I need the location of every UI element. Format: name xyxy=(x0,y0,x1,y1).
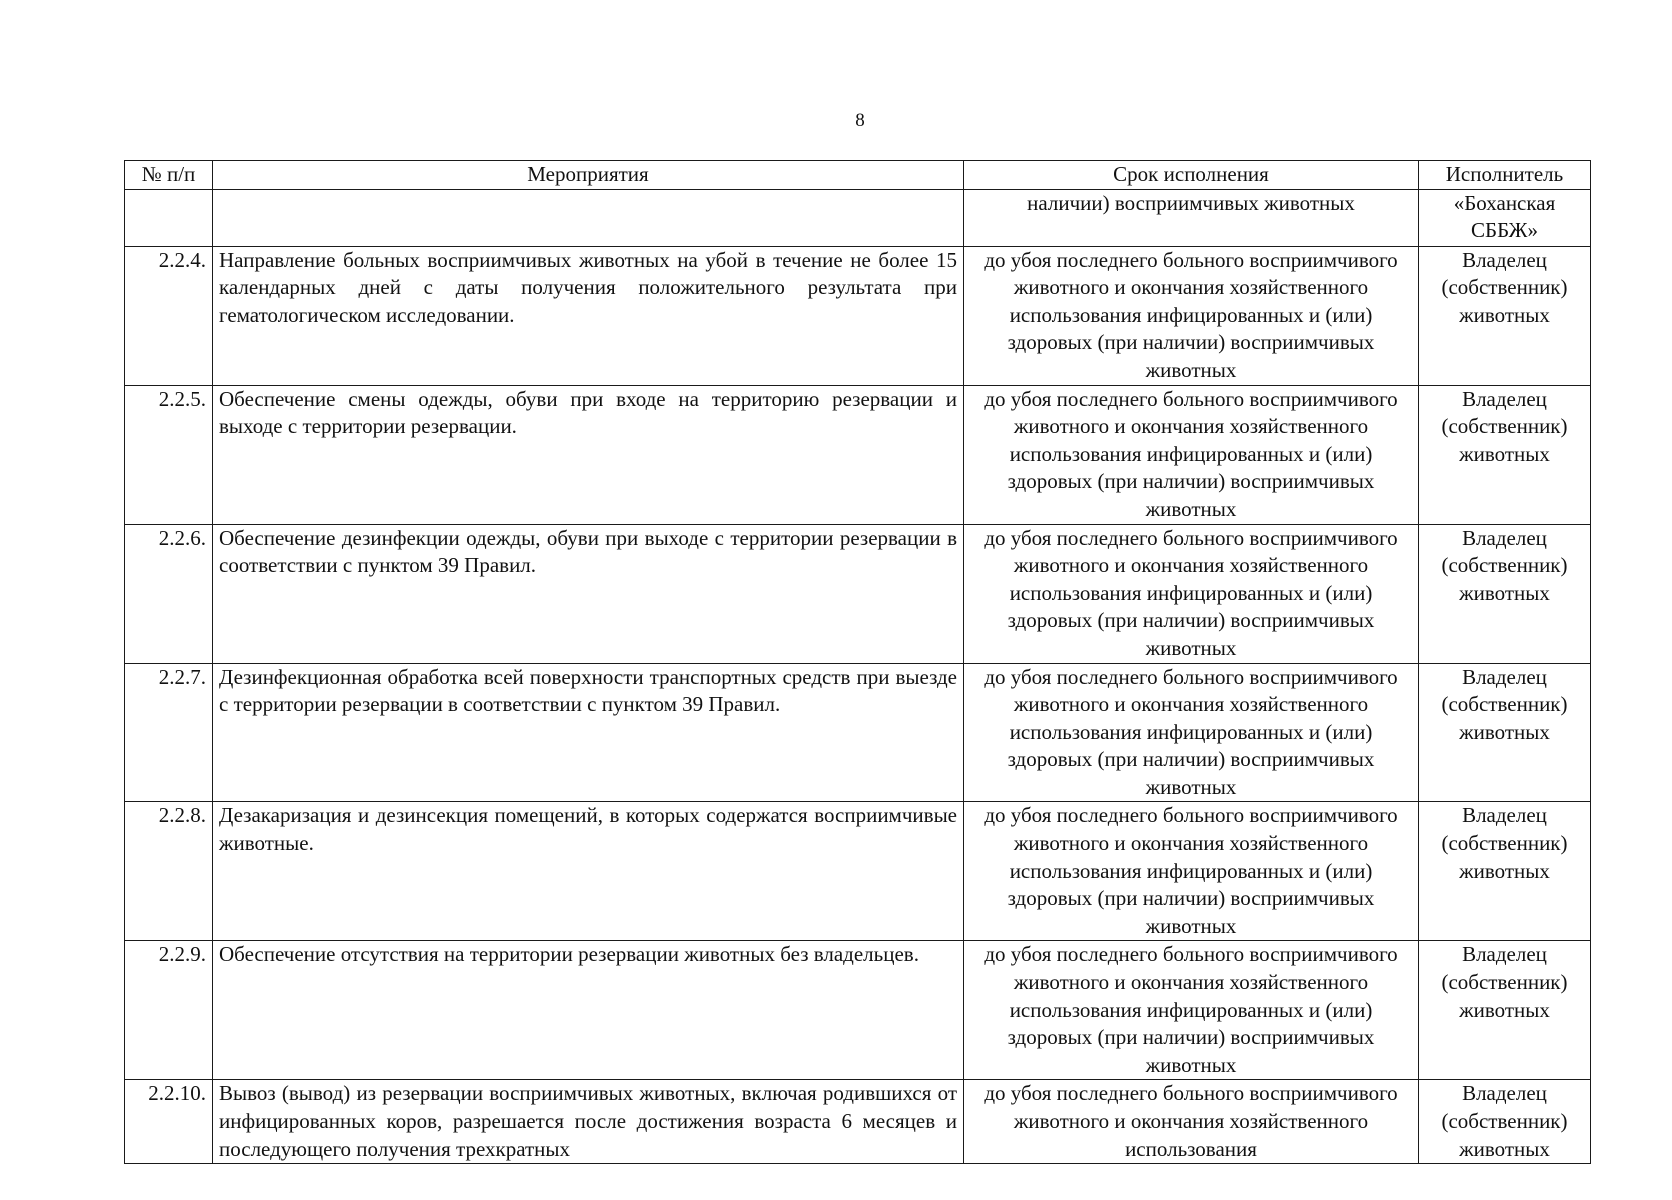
cell-executor: Владелец (собственник) животных xyxy=(1419,941,1591,1080)
cell-deadline: до убоя последнего больного восприимчивого животного и окончания хозяйственного использования инфицированных и (или) здоровых (при наличии) восприимчивых животных xyxy=(964,385,1419,524)
table-row xyxy=(125,802,1591,941)
cell-measure: Направление больных восприимчивых животных на убой в течение не более 15 календарных дней с даты получения положительного результата при гематологическом исследовании. xyxy=(213,246,964,385)
table-row xyxy=(125,663,1591,802)
table-header xyxy=(125,161,1591,190)
cell-executor: Владелец (собственник) животных xyxy=(1419,1080,1591,1164)
header-deadline: Срок исполнения xyxy=(964,161,1419,190)
header-executor: Исполнитель xyxy=(1419,161,1591,190)
cell-measure: Обеспечение отсутствия на территории резервации животных без владельцев. xyxy=(213,941,964,1080)
cell-number: 2.2.5. xyxy=(125,385,213,524)
cell-deadline: наличии) восприимчивых животных xyxy=(964,189,1419,246)
cell-deadline: до убоя последнего больного восприимчивого животного и окончания хозяйственного использования инфицированных и (или) здоровых (при наличии) восприимчивых животных xyxy=(964,246,1419,385)
cell-number xyxy=(125,189,213,246)
table-row-continuation xyxy=(125,189,1591,246)
cell-number: 2.2.7. xyxy=(125,663,213,802)
table-row xyxy=(125,1080,1591,1164)
cell-deadline: до убоя последнего больного восприимчивого животного и окончания хозяйственного использования инфицированных и (или) здоровых (при наличии) восприимчивых животных xyxy=(964,663,1419,802)
cell-measure: Дезинфекционная обработка всей поверхности транспортных средств при выезде с территории резервации в соответствии с пунктом 39 Правил. xyxy=(213,663,964,802)
cell-number: 2.2.8. xyxy=(125,802,213,941)
cell-deadline: до убоя последнего больного восприимчивого животного и окончания хозяйственного использования инфицированных и (или) здоровых (при наличии) восприимчивых животных xyxy=(964,524,1419,663)
cell-measure: Обеспечение дезинфекции одежды, обуви при выходе с территории резервации в соответствии с пунктом 39 Правил. xyxy=(213,524,964,663)
table-row xyxy=(125,246,1591,385)
header-number: № п/п xyxy=(125,161,213,190)
cell-executor: Владелец (собственник) животных xyxy=(1419,802,1591,941)
cell-number: 2.2.10. xyxy=(125,1080,213,1164)
cell-deadline: до убоя последнего больного восприимчивого животного и окончания хозяйственного использования инфицированных и (или) здоровых (при наличии) восприимчивых животных xyxy=(964,941,1419,1080)
table-row xyxy=(125,941,1591,1080)
cell-executor: Владелец (собственник) животных xyxy=(1419,385,1591,524)
cell-executor: Владелец (собственник) животных xyxy=(1419,246,1591,385)
cell-number: 2.2.4. xyxy=(125,246,213,385)
cell-measure: Вывоз (вывод) из резервации восприимчивых животных, включая родившихся от инфицированных коров, разрешается после достижения возраста 6 месяцев и последующего получения трехкратных xyxy=(213,1080,964,1164)
cell-deadline: до убоя последнего больного восприимчивого животного и окончания хозяйственного использования xyxy=(964,1080,1419,1164)
header-row xyxy=(125,161,1591,190)
cell-deadline: до убоя последнего больного восприимчивого животного и окончания хозяйственного использования инфицированных и (или) здоровых (при наличии) восприимчивых животных xyxy=(964,802,1419,941)
table-body xyxy=(125,189,1591,1164)
table-row xyxy=(125,524,1591,663)
cell-executor: Владелец (собственник) животных xyxy=(1419,524,1591,663)
cell-number: 2.2.9. xyxy=(125,941,213,1080)
cell-measure: Дезакаризация и дезинсекция помещений, в которых содержатся восприимчивые животные. xyxy=(213,802,964,941)
header-measures: Мероприятия xyxy=(213,161,964,190)
cell-executor: Владелец (собственник) животных xyxy=(1419,663,1591,802)
table-row xyxy=(125,385,1591,524)
cell-measure: Обеспечение смены одежды, обуви при входе на территорию резервации и выходе с территории резервации. xyxy=(213,385,964,524)
measures-table xyxy=(124,160,1591,1164)
cell-number: 2.2.6. xyxy=(125,524,213,663)
cell-measure xyxy=(213,189,964,246)
cell-executor: «Боханская СББЖ» xyxy=(1419,189,1591,246)
page-number: 8 xyxy=(855,110,865,131)
